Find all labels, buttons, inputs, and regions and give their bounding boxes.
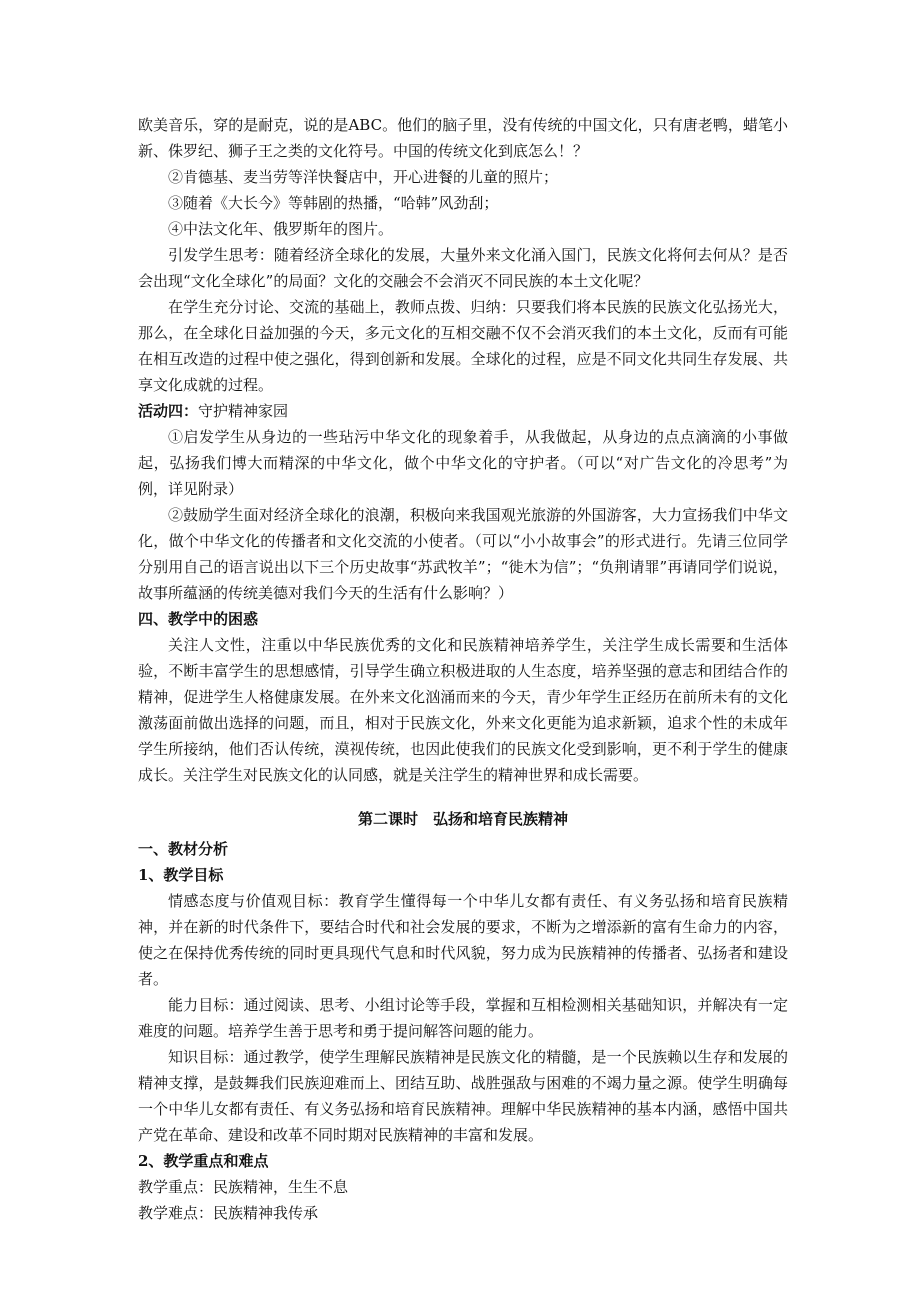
heading-key-points: 2、教学重点和难点: [138, 1152, 269, 1170]
activity-four-label: 活动四：: [138, 402, 199, 420]
paragraph-storytelling: ②鼓励学生面对经济全球化的浪潮，积极向来我国观光旅游的外国游客，大力宣扬我们中华文化，做个中华文化的传播者和文化交流的小使者。（可以“小小故事会”的形式进行。先请三位同学分别用自己的语言说出以下三个历史故事“苏武牧羊”；“徙木为信”；“负荆请罪”再请同学们说说，故事所蕴涵的传统美德对我们今天的生活有什么影响？）: [138, 506, 788, 602]
heading-material-analysis: 一、教材分析: [138, 840, 229, 858]
heading-teaching-confusion: 四、教学中的困惑: [138, 610, 259, 628]
paragraph-ability-goal: 能力目标：通过阅读、思考、小组讨论等手段，掌握和互相检测相关基础知识，并解决有一定难度的问题。培养学生善于思考和勇于提问解答问题的能力。: [138, 996, 788, 1040]
activity-four-line: [138, 398, 788, 424]
line-difficult-point: 教学难点：民族精神我传承: [138, 1204, 319, 1222]
paragraph-student-thinking: 引发学生思考：随着经济全球化的发展，大量外来文化涌入国门，民族文化将何去何从？是否会出现“文化全球化”的局面？文化的交融会不会消灭不同民族的本土文化呢？: [138, 246, 788, 290]
paragraph-emotion-goal: 情感态度与价值观目标：教育学生懂得每一个中华儿女都有责任、有义务弘扬和培育民族精神，并在新的时代条件下，要结合时代和社会发展的要求，不断为之增添新的富有生命力的内容，使之在保持优秀传统的同时更具现代气息和时代风貌，努力成为民族精神的传播者、弘扬者和建设者。: [138, 892, 788, 988]
list-item-culture-year: ④中法文化年、俄罗斯年的图片。: [168, 220, 394, 238]
paragraph-humanity: 关注人文性，注重以中华民族优秀的文化和民族精神培养学生，关注学生成长需要和生活体验，不断丰富学生的思想感情，引导学生确立积极进取的人生态度，培养坚强的意志和团结合作的精神，促进学生人格健康发展。在外来文化汹涌而来的今天，青少年学生正经历在前所未有的文化激荡面前做出选择的问题，而且，相对于民族文化，外来文化更能为追求新颖，追求个性的未成年学生所接纳，他们否认传统，漠视传统，也因此使我们的民族文化受到影响，更不利于学生的健康成长。关注学生对民族文化的认同感，就是关注学生的精神世界和成长需要。: [138, 636, 788, 784]
paragraph-guardian: ①启发学生从身边的一些玷污中华文化的现象着手，从我做起，从身边的点点滴滴的小事做起，弘扬我们博大而精深的中华文化，做个中华文化的守护者。（可以“对广告文化的冷思考”为例，详见附录）: [138, 428, 788, 498]
list-item-korean-drama: ③随着《大长今》等韩剧的热播，“哈韩”风劲刮；: [168, 194, 499, 212]
lesson-title: 第二课时 弘扬和培育民族精神: [357, 810, 568, 828]
paragraph-teacher-summary: 在学生充分讨论、交流的基础上，教师点拨、归纳：只要我们将本民族的民族文化弘扬光大，那么，在全球化日益加强的今天，多元文化的互相交融不仅不会消灭我们的本土文化，反而有可能在相互改造的过程中使之强化，得到创新和发展。全球化的过程，应是不同文化共同生存发展、共享文化成就的过程。: [138, 298, 788, 394]
activity-four-title: 守护精神家园: [198, 402, 289, 420]
line-key-point: 教学重点：民族精神，生生不息: [138, 1178, 349, 1196]
list-item-kfc: ②肯德基、麦当劳等洋快餐店中，开心进餐的儿童的照片；: [168, 168, 559, 186]
paragraph-knowledge-goal: 知识目标：通过教学，使学生理解民族精神是民族文化的精髓，是一个民族赖以生存和发展的精神支撑，是鼓舞我们民族迎难而上、团结互助、战胜强敌与困难的不竭力量之源。使学生明确每一个中华儿女都有责任、有义务弘扬和培育民族精神。理解中华民族精神的基本内涵，感悟中国共产党在革命、建设和改革不同时期对民族精神的丰富和发展。: [138, 1048, 788, 1144]
paragraph-continuation: 欧美音乐，穿的是耐克，说的是ABC。他们的脑子里，没有传统的中国文化，只有唐老鸭，蜡笔小新、侏罗纪、狮子王之类的文化符号。中国的传统文化到底怎么！？: [138, 116, 788, 160]
document-page: [138, 112, 788, 1226]
heading-teaching-goals: 1、教学目标: [138, 866, 224, 884]
